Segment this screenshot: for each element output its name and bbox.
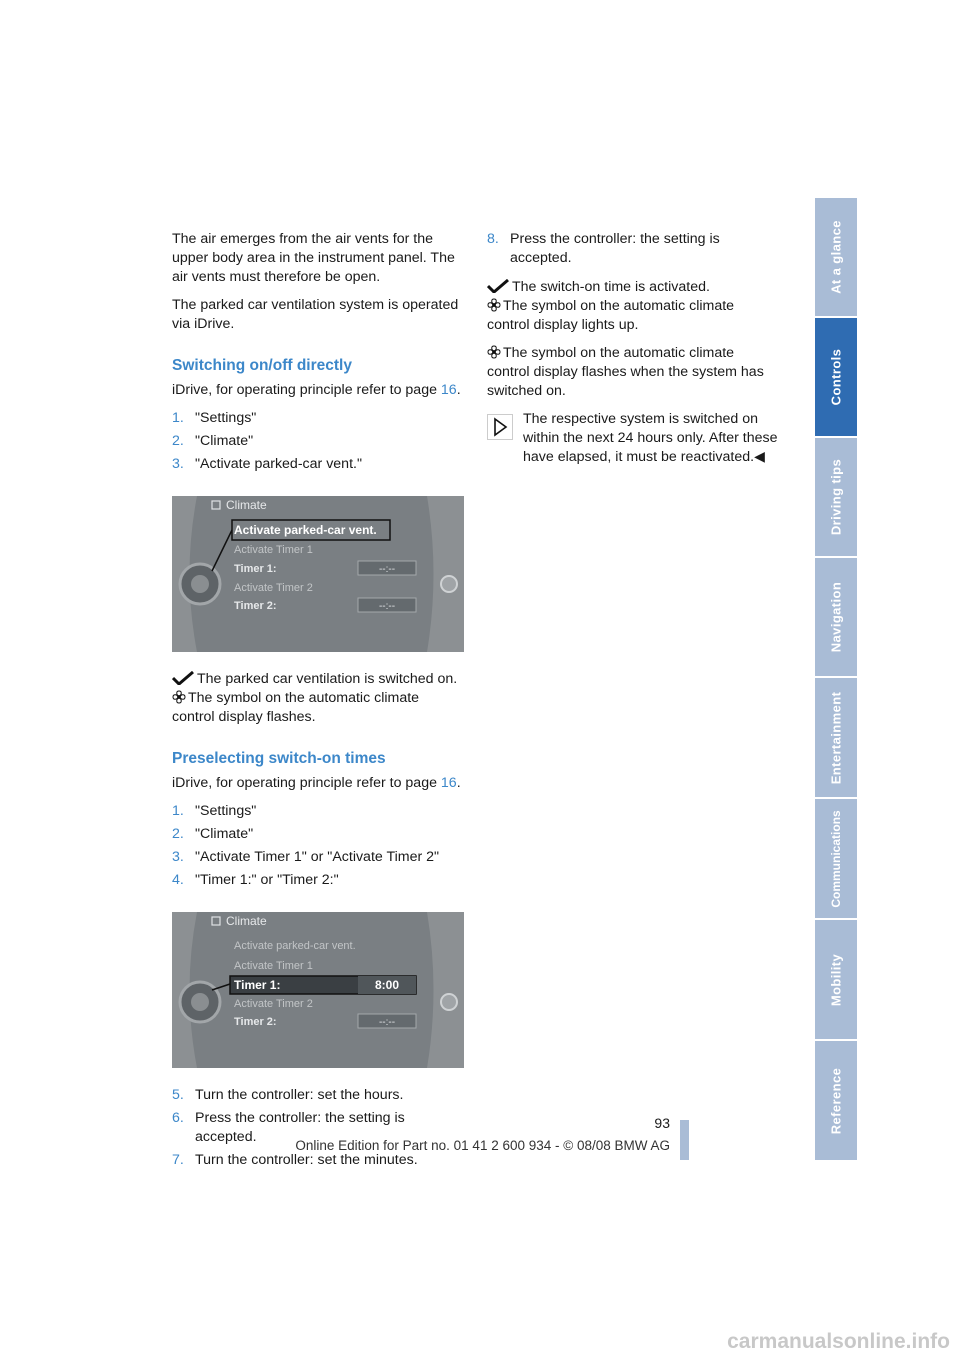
screen-item-timer1: Timer 1: <box>234 978 281 992</box>
tab-mobility[interactable]: Mobility <box>815 918 857 1039</box>
note-flashes: The symbol on the automatic climate control display flashes when the system has switched on. <box>487 345 764 399</box>
fan-icon <box>487 345 501 359</box>
screen-item-timer2-activate: Activate Timer 2 <box>234 582 313 594</box>
tab-reference[interactable]: Reference <box>815 1039 857 1160</box>
checkmark-icon <box>487 279 509 293</box>
step-item: 4. "Timer 1:" or "Timer 2:" <box>172 872 339 888</box>
screen-item-parked-vent: Activate parked-car vent. <box>234 940 356 952</box>
note-check: The parked car ventilation is switched on. The symbol on the automatic climate control display flashes. <box>172 671 458 725</box>
step-item: 2. "Climate" <box>172 826 254 842</box>
tab-driving-tips[interactable]: Driving tips <box>815 436 857 556</box>
screen-item-timer2: Timer 2: <box>234 1016 277 1028</box>
idrive-screen-parked-vent <box>172 496 464 652</box>
end-mark: ◀ <box>754 449 765 465</box>
intro-paragraph-idrive: The parked car ventilation system is operated via iDrive. <box>172 297 459 332</box>
step-item: 2. "Climate" <box>172 433 254 449</box>
screen-item-timer2: Timer 2: <box>234 600 277 612</box>
screen-item-timer1: Timer 1: <box>234 563 277 575</box>
page-number: 93 <box>654 1115 670 1131</box>
chapter-sidebar <box>815 198 857 1160</box>
idrive-screen-timer <box>172 912 464 1068</box>
section-heading-switching: Switching on/off directly <box>172 357 352 374</box>
intro-paragraph: The air emerges from the air vents for the upper body area in the instrument panel. The air vents must therefore be open. <box>172 231 455 285</box>
screen-value-timer1: 8:00 <box>374 978 400 992</box>
step-item: 7. Turn the controller: set the minutes. <box>172 1152 418 1168</box>
tab-entertainment[interactable]: Entertainment <box>815 676 857 797</box>
svg-text:Climate: Climate <box>226 498 267 512</box>
note-arrow-icon <box>487 414 513 440</box>
tab-at-a-glance[interactable]: At a glance <box>828 220 844 294</box>
step-item: 1. "Settings" <box>172 803 257 819</box>
footer-edition: Online Edition for Part no. 01 41 2 600 934 - © 08/08 BMW AG <box>295 1138 670 1153</box>
note-24-hours: The respective system is switched on within the next 24 hours only. After these have elapsed, it must be reactivated.◀ <box>487 410 779 467</box>
screen-item-timer1-activate: Activate Timer 1 <box>234 544 313 556</box>
page-link[interactable]: 16 <box>440 775 457 791</box>
step-item: 8. Press the controller: the setting is accepted. <box>487 231 720 266</box>
screen-value-timer2: --:-- <box>378 1017 396 1028</box>
idrive-reference: iDrive, for operating principle refer to page 16. <box>172 775 461 791</box>
left-column <box>172 230 464 1174</box>
section-heading-preselecting: Preselecting switch-on times <box>172 750 386 767</box>
tab-navigation[interactable]: Navigation <box>815 556 857 676</box>
step-item: 1. "Settings" <box>172 410 257 426</box>
screen-item-timer2-activate: Activate Timer 2 <box>234 998 313 1010</box>
step-item: 5. Turn the controller: set the hours. <box>172 1087 404 1103</box>
screen-item-timer1-activate: Activate Timer 1 <box>234 960 313 972</box>
fan-icon <box>172 690 186 704</box>
svg-text:Climate: Climate <box>226 914 267 928</box>
idrive-reference: iDrive, for operating principle refer to page 16. <box>172 382 461 398</box>
page-marker-bar <box>680 1120 689 1160</box>
step-item: 3. "Activate parked-car vent." <box>172 456 362 472</box>
step-item: 3. "Activate Timer 1" or "Activate Timer 2" <box>172 849 440 865</box>
right-column <box>487 230 779 467</box>
screen-value-timer1: --:-- <box>378 564 396 575</box>
tab-controls[interactable]: Controls <box>815 316 857 436</box>
step-item: 6. Press the controller: the setting is accepted. <box>172 1110 405 1145</box>
page-link[interactable]: 16 <box>440 382 457 398</box>
screen-item-parked-vent: Activate parked-car vent. <box>234 523 377 537</box>
watermark: carmanualsonline.info <box>727 1330 950 1353</box>
note-activated: The switch-on time is activated. The symbol on the automatic climate control display lights up. <box>487 279 735 333</box>
screen-value-timer2: --:-- <box>378 601 396 612</box>
checkmark-icon <box>172 671 194 685</box>
tab-communications[interactable]: Communications <box>815 797 857 918</box>
fan-icon <box>487 298 501 312</box>
